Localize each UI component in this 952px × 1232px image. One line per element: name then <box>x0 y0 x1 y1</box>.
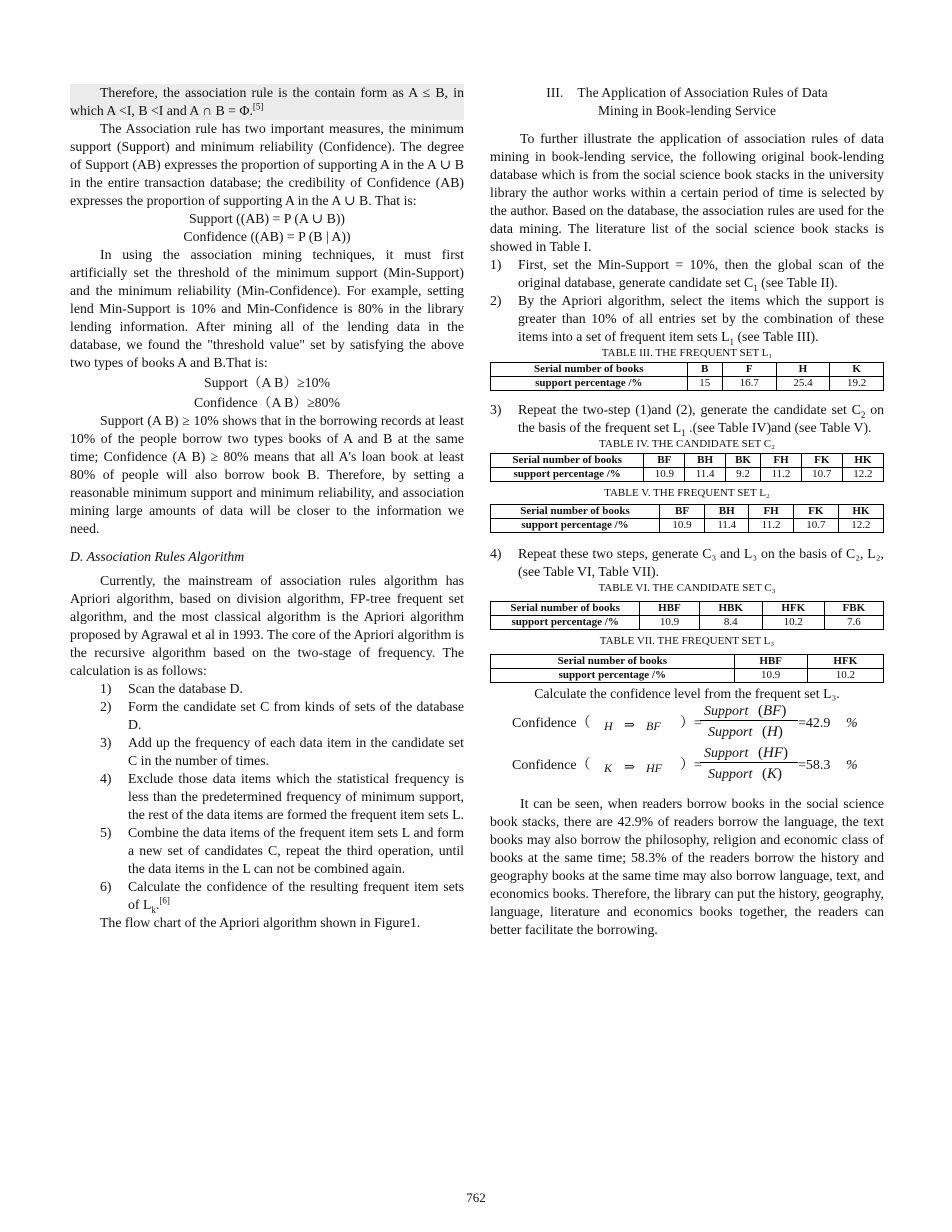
application-steps-3 <box>490 545 884 581</box>
table-row <box>491 454 884 468</box>
table-cell: HK <box>838 505 883 519</box>
table-cell: 7.6 <box>824 616 883 630</box>
table-cell: HFK <box>807 655 883 669</box>
table-row <box>491 468 884 482</box>
formula-numerator-arg: (HF) <box>758 745 788 761</box>
table-frequent-set-l2 <box>490 504 884 533</box>
list-item: 3) Add up the frequency of each data item in the candidate set C in the number of times. <box>100 735 464 768</box>
subsection-heading: D. Association Rules Algorithm <box>70 549 245 564</box>
table-cell: BF <box>644 454 685 468</box>
table-cell: H <box>776 363 830 377</box>
table-row <box>491 363 884 377</box>
confidence-formula: Confidence ((AB) = P (B | A)) <box>183 229 351 244</box>
table-cell: HK <box>842 454 883 468</box>
table-cell: 10.9 <box>734 669 807 683</box>
formula-close: ）= <box>680 716 702 731</box>
list-item: 3) Repeat the two-step (1)and (2), generate the candidate set $C_2$ on the basis of the frequent set $L_1$ .(see Table IV)and (see Table V). <box>490 402 884 438</box>
flowchart-paragraph: The flow chart of the Apriori algorithm shown in Figure1. <box>100 915 421 930</box>
formula-label: Confidence（ <box>512 716 591 731</box>
table-row <box>491 602 884 616</box>
table-cell: 11.2 <box>749 519 793 533</box>
formula-antecedent: H <box>604 719 613 733</box>
support-ab-formula: Support（A B）≥10% <box>203 375 330 390</box>
table-candidate-set-c2 <box>490 453 884 482</box>
formula-close: ）= <box>680 758 702 773</box>
application-intro-paragraph: To further illustrate the application of association rules of data mining in book-lending service, the following original book-lending database which is from the social science book stacks in the university library the author works within a certain period of time is selected by the author. Based on the database, the association rules are used for the data mining. The literature list of the social science book stacks is showed in Table I. <box>490 131 884 254</box>
table-header-cell: support percentage /% <box>491 468 644 482</box>
confidence-formula-k-hf <box>490 747 884 787</box>
fraction-bar <box>700 762 798 763</box>
table-header-cell: support percentage /% <box>491 669 735 683</box>
formula-numerator-label: Support <box>704 746 749 761</box>
table-row <box>491 519 884 533</box>
table-cell: 15 <box>687 377 722 391</box>
explanation-paragraph: Support (A B) ≥ 10% shows that in the borrowing records at least 10% of the people borrow two types books of A and B at the same time; Confidence (A B) ≥ 80% means that all A's loan book at least 80% of people will also borrow book B. Therefore, by setting a reasonable minimum support and minimum reliability, and association mining large amounts of data will be closer to the information we need. <box>70 413 464 536</box>
table-header-cell: Serial number of books <box>491 602 640 616</box>
table-header-cell: support percentage /% <box>491 519 660 533</box>
table-row <box>491 505 884 519</box>
table-cell: HFK <box>762 602 824 616</box>
table-row <box>491 616 884 630</box>
table-cell: HBF <box>734 655 807 669</box>
table-caption: TABLE III. THE FREQUENT SET L₁ <box>601 347 773 359</box>
table-cell: BF <box>659 505 704 519</box>
table-cell: 10.2 <box>762 616 824 630</box>
table-candidate-set-c3 <box>490 601 884 630</box>
implies-symbol: ⇒ <box>624 717 635 732</box>
table-cell: FBK <box>824 602 883 616</box>
table-cell: 11.4 <box>685 468 725 482</box>
conclusion-paragraph: It can be seen, when readers borrow books in the social science book stacks, there are 42.9% of readers borrow the language, the text books may also borrow the philosophy, religion and economic class of books at the same time; 58.3% of the readers borrow the history and geography books at the same time may also borrow language, text, and economics books. Therefore, the library can put the history, geography, language, literature and economics books together, the readers can better facilitate the borrowing. <box>490 796 884 937</box>
formula-denominator-arg: (H) <box>762 724 783 740</box>
table-cell: 19.2 <box>830 377 884 391</box>
formula-result: =58.3 <box>798 758 831 773</box>
list-item: 4) Exclude those data items which the statistical frequency is less than the predetermined frequency of minimum support, the rest of the data items are formed the frequent item sets L. <box>100 771 464 822</box>
table-frequent-set-l3 <box>490 654 884 683</box>
table-row <box>491 669 884 683</box>
table-cell: HBK <box>699 602 762 616</box>
table-caption: TABLE V. THE FREQUENT SET L₂ <box>604 487 770 499</box>
formula-numerator-label: Support <box>704 704 749 719</box>
table-cell: HBF <box>640 602 699 616</box>
table-row <box>491 655 884 669</box>
list-item: 4) Repeat these two steps, generate C₃ and L₃ on the basis of C₂, L₂, (see Table VI, Table VII). <box>490 546 884 579</box>
table-header-cell: Serial number of books <box>491 454 644 468</box>
table-cell: 10.9 <box>640 616 699 630</box>
formula-denominator-label: Support <box>708 767 753 782</box>
table-row <box>491 377 884 391</box>
table-caption: TABLE VI. THE CANDIDATE SET C₃ <box>598 582 776 594</box>
table-cell: FH <box>761 454 801 468</box>
table-cell: 12.2 <box>842 468 883 482</box>
table-cell: FH <box>749 505 793 519</box>
formula-denominator-arg: (K) <box>762 766 783 782</box>
table-cell: 16.7 <box>722 377 776 391</box>
implies-symbol: ⇒ <box>624 759 635 774</box>
fraction-bar <box>700 720 798 721</box>
table-cell: FK <box>793 505 838 519</box>
list-item: 5) Combine the data items of the frequent item sets L and form a new set of candidates C, repeat the third operation, until the data items in the L can not be combined again. <box>100 825 464 876</box>
page-number: 762 <box>466 1190 486 1205</box>
measures-paragraph: The Association rule has two important measures, the minimum support (Support) and minimum reliability (Confidence). The degree of Support (AB) expresses the proportion of supporting A in the A ∪ B in the entire transaction database; the credibility of Confidence (AB) expresses the proportion of supporting A in the A ∪ B. That is: <box>70 121 464 208</box>
application-steps-1 <box>490 256 884 346</box>
formula-label: Confidence（ <box>512 758 591 773</box>
list-item: 2) Form the candidate set C from kinds of sets of the database D. <box>100 699 464 732</box>
intro-paragraph: Therefore, the association rule is the contain form as A ≤ B, in which A <I, B <I and A ∩ B = Φ.[5] <box>70 85 464 118</box>
table-cell: 25.4 <box>776 377 830 391</box>
table-header-cell: Serial number of books <box>491 505 660 519</box>
table-cell: 10.9 <box>644 468 685 482</box>
table-cell: FK <box>801 454 842 468</box>
formula-antecedent: K <box>604 761 613 775</box>
right-column <box>490 84 884 939</box>
algorithm-paragraph: Currently, the mainstream of association rules algorithm has Apriori algorithm, based on division algorithm, FP-tree frequent set algorithm, and the most classical algorithm is the Apriori algorithm proposed by Agrawal et al in 1993. The core of the Apriori algorithm is the recursive algorithm based on the two-stage of frequency. The calculation is as follows: <box>70 573 464 678</box>
table-caption: TABLE IV. THE CANDIDATE SET C₂ <box>599 438 775 450</box>
table-cell: 8.4 <box>699 616 762 630</box>
threshold-paragraph: In using the association mining techniques, it must first artificially set the threshold of the minimum support (Min-Support) and the minimum reliability (Min-Confidence). For example, setting lend Min-Support is 10% and Min-Confidence is 80% in the library lending information. After mining all of the lending data in the database, we found the "threshold value" set by satisfying the above two types of books A and B.That is: <box>70 247 464 370</box>
left-column <box>70 84 464 932</box>
formula-consequent: BF <box>646 719 661 733</box>
list-item: 6) Calculate the confidence of the resulting frequent item sets of $L_k.[6]$ <box>100 879 464 915</box>
table-header-cell: Serial number of books <box>491 655 735 669</box>
list-item: 1) Scan the database D. <box>100 681 243 696</box>
formula-consequent: HF <box>646 761 662 775</box>
table-cell: 10.7 <box>793 519 838 533</box>
table-cell: BH <box>685 454 725 468</box>
confidence-ab-formula: Confidence（A B）≥80% <box>194 395 340 410</box>
table-cell: 10.2 <box>807 669 883 683</box>
table-cell: B <box>687 363 722 377</box>
application-steps-2 <box>490 401 884 437</box>
table-cell: 10.9 <box>659 519 704 533</box>
table-cell: 10.7 <box>801 468 842 482</box>
support-formula: Support ((AB) = P (A ∪ B)) <box>188 211 346 226</box>
table-cell: 11.4 <box>705 519 749 533</box>
calculation-line: Calculate the confidence level from the frequent set L₃. <box>534 686 840 701</box>
table-cell: BK <box>725 454 760 468</box>
percent-sign: % <box>846 716 858 731</box>
table-cell: 12.2 <box>838 519 883 533</box>
table-cell: K <box>830 363 884 377</box>
formula-result: =42.9 <box>798 716 831 731</box>
list-item: 2) By the Apriori algorithm, select the items which the support is greater than 10% of all entries set by the combination of these items into a set of frequent item sets $L_1$ (see Table III). <box>490 293 884 347</box>
section-heading: III. The Application of Association Rules of Data Mining in Book-lending Service <box>546 85 828 118</box>
confidence-formula-h-bf <box>490 705 884 745</box>
table-header-cell: Serial number of books <box>491 363 688 377</box>
table-frequent-set-l1 <box>490 362 884 391</box>
table-cell: 11.2 <box>761 468 801 482</box>
formula-numerator-arg: (BF) <box>758 703 787 719</box>
table-cell: F <box>722 363 776 377</box>
table-header-cell: support percentage /% <box>491 616 640 630</box>
algorithm-steps <box>70 680 464 914</box>
table-cell: 9.2 <box>725 468 760 482</box>
table-caption: TABLE VII. THE FREQUENT SET L₃ <box>599 635 775 647</box>
formula-denominator-label: Support <box>708 725 753 740</box>
list-item: 1) First, set the Min-Support = 10%, then the global scan of the original database, generate candidate set $C_1$ (see Table II). <box>490 257 884 293</box>
table-cell: BH <box>705 505 749 519</box>
percent-sign: % <box>846 758 858 773</box>
table-header-cell: support percentage /% <box>491 377 688 391</box>
